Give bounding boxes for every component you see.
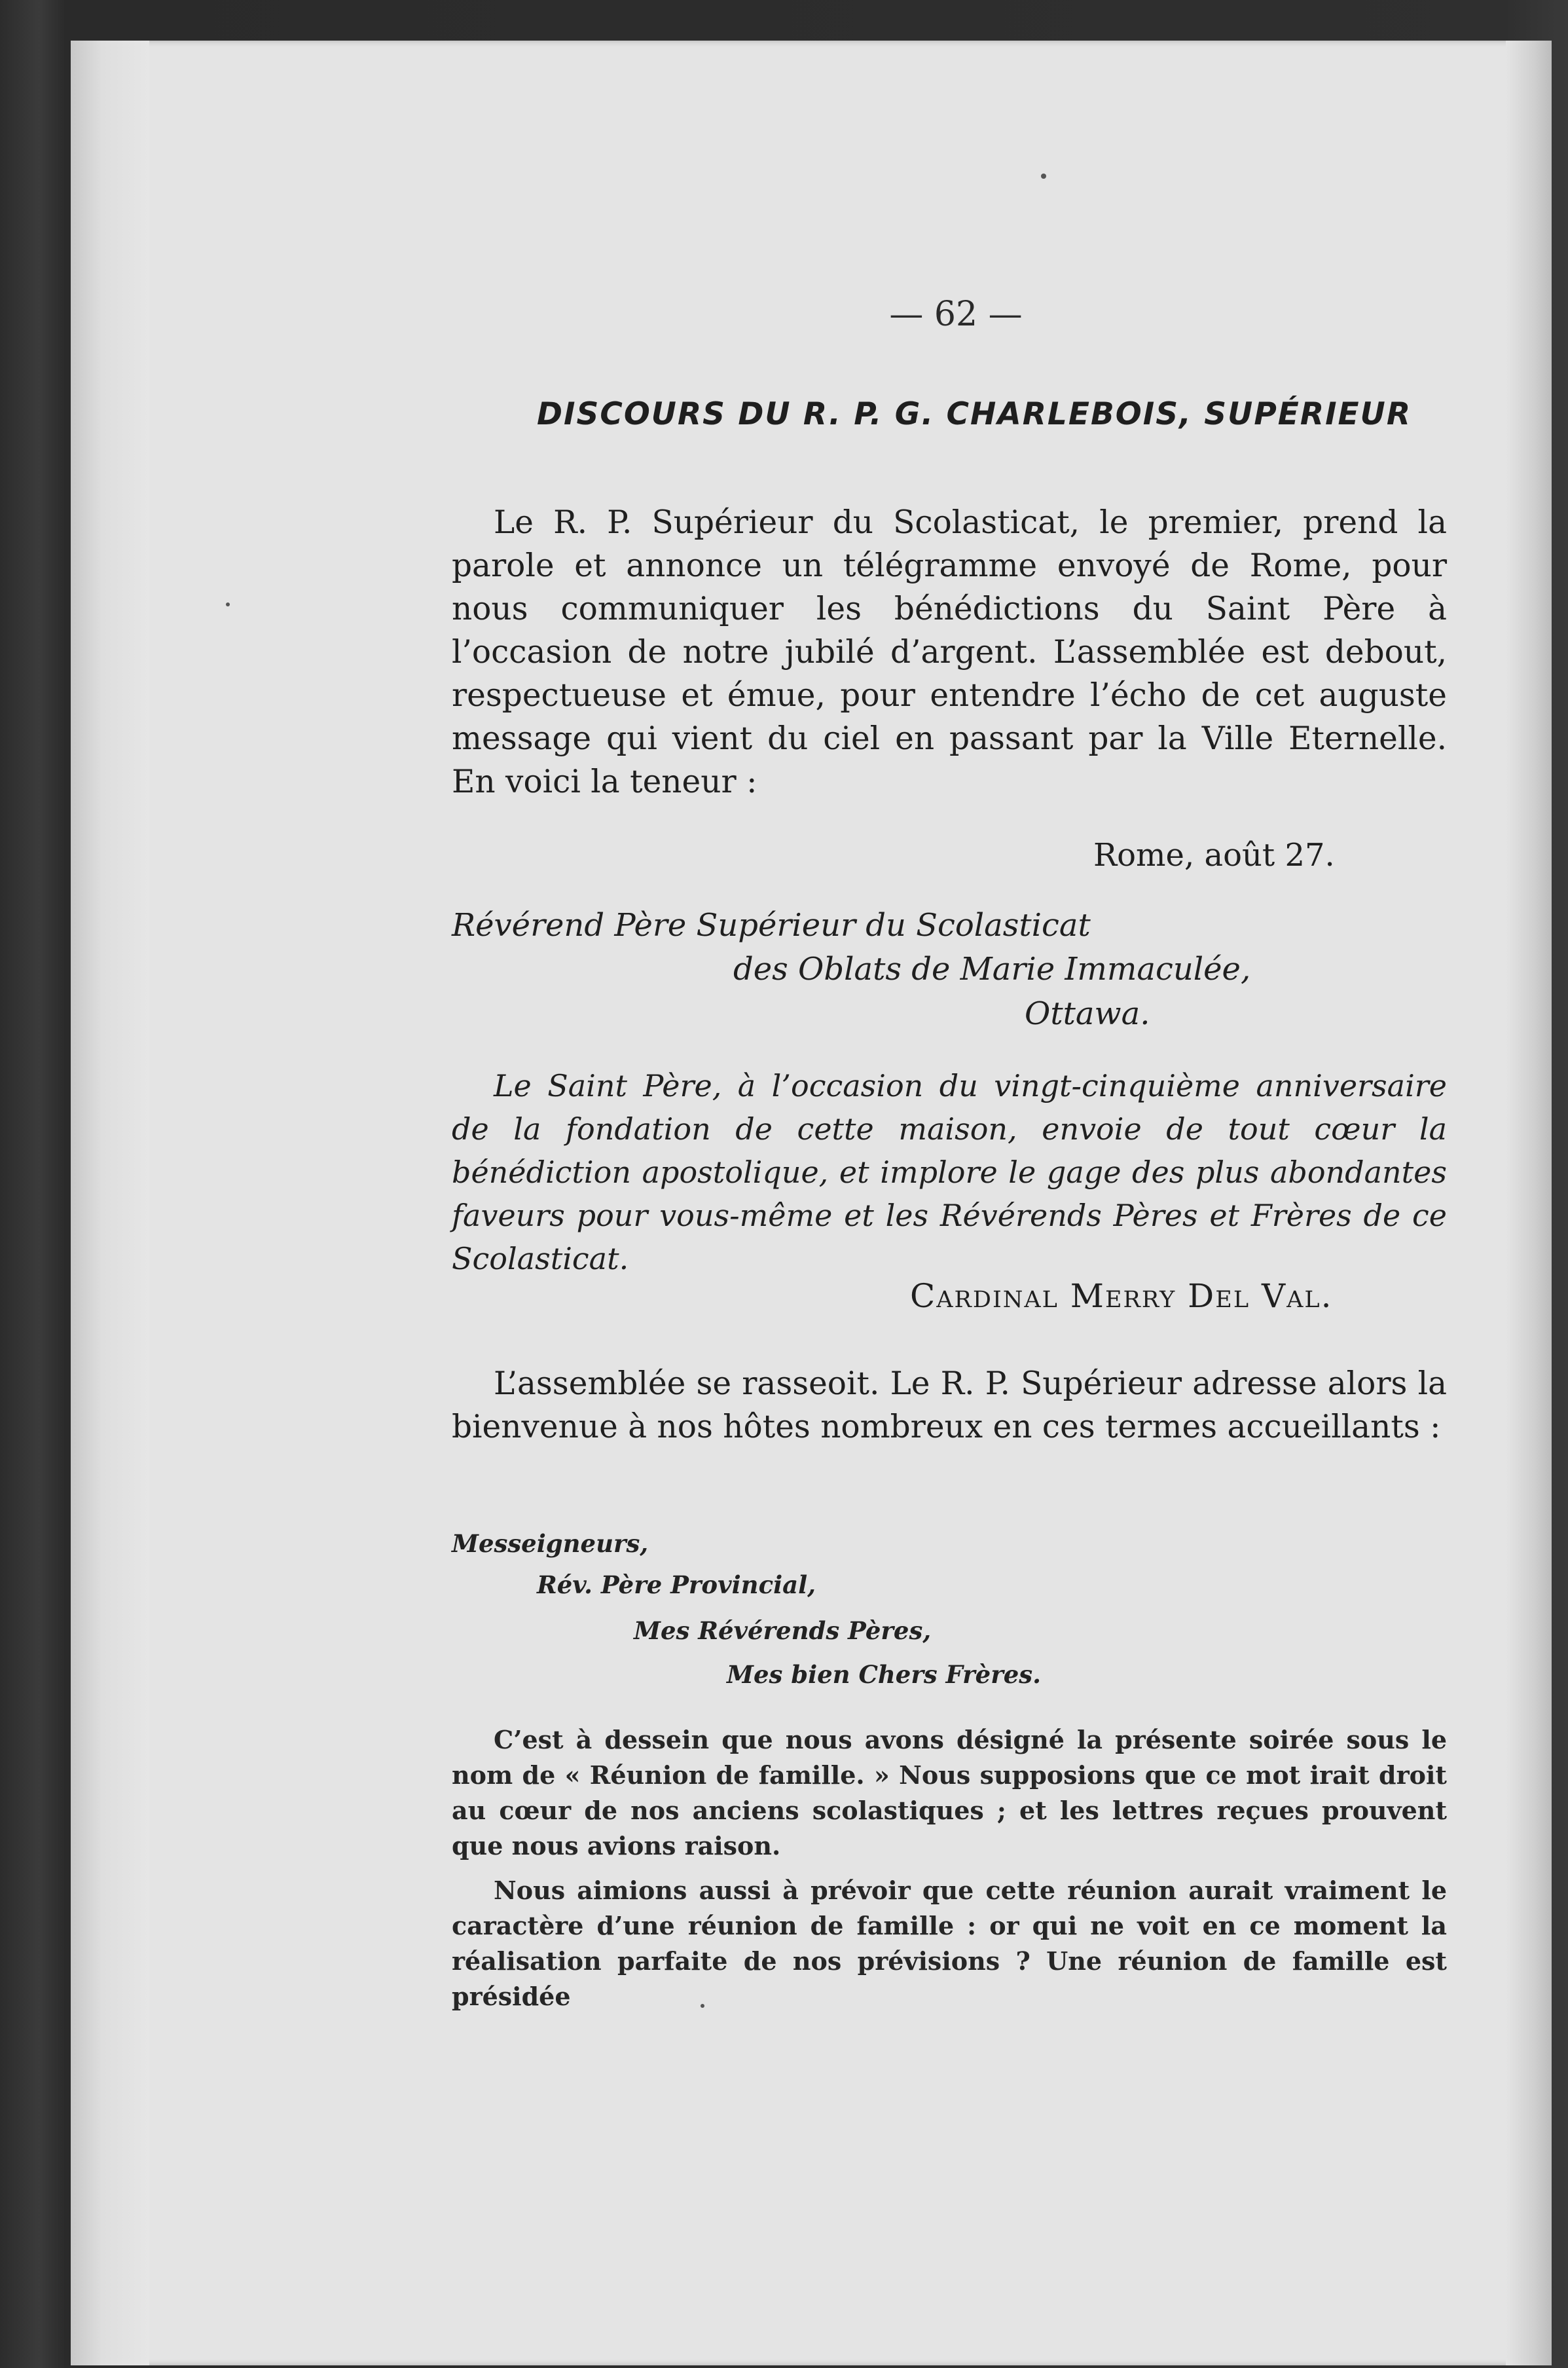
salutation-3: Mes Révérends Pères, bbox=[634, 1616, 932, 1645]
salutation-1: Messeigneurs, bbox=[452, 1529, 649, 1558]
telegram-body: Le Saint Père, à l’occasion du vingt-cinquième anniversaire de la fondation de cette maison, envoie de tout cœur la bénédiction apostolique, et implore le gage des plus abondantes faveurs pour vous-même et les Révérends Pères et Frères de ce Scolasticat. bbox=[452, 1068, 1447, 1276]
salutation-4: Mes bien Chers Frères. bbox=[727, 1660, 1041, 1689]
section-heading: DISCOURS DU R. P. G. CHARLEBOIS, SUPÉRIEUR bbox=[537, 396, 1412, 432]
telegram-address-line-2: des Oblats de Marie Immaculée, bbox=[733, 951, 1251, 988]
telegram-signature: Cardinal Merry Del Val. bbox=[910, 1277, 1333, 1315]
dust-speck bbox=[1041, 174, 1046, 179]
salutation-2: Rév. Père Provincial, bbox=[537, 1570, 816, 1599]
paragraph-intro: Le R. P. Supérieur du Scolasticat, le premier, prend la parole et annonce un télégramme envoyé de Rome, pour nous communiquer les bénédictions du Saint Père à l’occasion de notre jubilé d’argent. L’assemblée est debout, respectueuse et émue, pour entendre l’écho de cet auguste message qui vient du ciel en passant par la Ville Eternelle. En voici la teneur : bbox=[452, 504, 1447, 800]
telegram-address-line-3: Ottawa. bbox=[1025, 995, 1150, 1032]
paragraph-assembly: L’assemblée se rasseoit. Le R. P. Supérieur adresse alors la bienvenue à nos hôtes nombreux en ces termes accueillants : bbox=[452, 1365, 1447, 1445]
dust-speck bbox=[226, 602, 230, 606]
telegram-address-line-1: Révérend Père Supérieur du Scolasticat bbox=[452, 907, 1091, 944]
page-right-edge bbox=[1506, 41, 1552, 2365]
page-binding-edge bbox=[71, 41, 149, 2365]
speech-paragraph-2: Nous aimions aussi à prévoir que cette réunion aurait vraiment le caractère d’une réunion de famille : or qui ne voit en ce moment la réalisation parfaite de nos prévisions ? Une réunion de famille est présidée bbox=[452, 1876, 1447, 2011]
page-number: — 62 — bbox=[889, 295, 1023, 334]
telegram-date: Rome, août 27. bbox=[1093, 837, 1335, 874]
speech-paragraph-1: C’est à dessein que nous avons désigné la présente soirée sous le nom de « Réunion de famille. » Nous supposions que ce mot irait droit au cœur de nos anciens scolastiques ; et les lettres reçues prouvent que nous avions raison. bbox=[452, 1725, 1447, 1860]
dust-speck bbox=[701, 2004, 704, 2008]
